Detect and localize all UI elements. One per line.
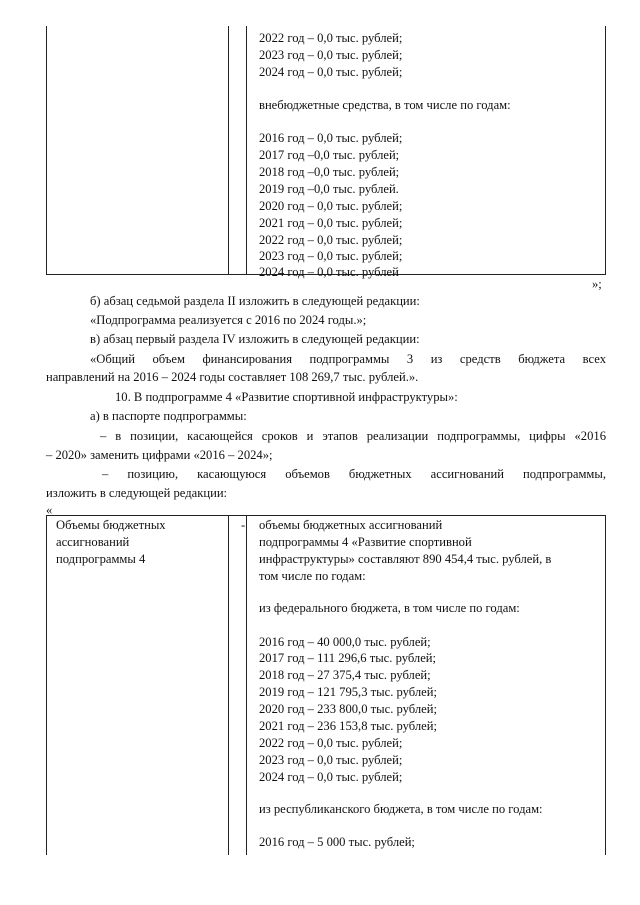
- closing-quote: »;: [592, 277, 602, 291]
- table2-federal-line: 2019 год – 121 795,3 тыс. рублей;: [259, 685, 437, 699]
- table2-federal-heading: из федерального бюджета, в том числе по годам:: [259, 601, 520, 615]
- paragraph-position-2-line-1: – позицию, касающуюся объемов бюджетных ассигнований подпрограммы,: [102, 467, 606, 481]
- table1-line: 2022 год – 0,0 тыс. рублей;: [259, 233, 403, 247]
- table1-line: 2018 год –0,0 тыс. рублей;: [259, 165, 400, 179]
- table1-line: 2017 год –0,0 тыс. рублей;: [259, 148, 400, 162]
- table2-dash: -: [241, 518, 246, 532]
- paragraph-a: а) в паспорте подпрограммы:: [90, 409, 247, 423]
- table2-intro-line: объемы бюджетных ассигнований: [259, 518, 443, 532]
- table-divider: [246, 516, 247, 855]
- paragraph-v-text-1: «Общий объем финансирования подпрограммы 3 из средств бюджета всех: [90, 352, 606, 366]
- paragraph-position-2-line-2: изложить в следующей редакции:: [46, 486, 228, 500]
- table2-federal-line: 2016 год – 40 000,0 тыс. рублей;: [259, 635, 431, 649]
- table2-intro-line: инфраструктуры» составляют 890 454,4 тыс. рублей, в: [259, 552, 552, 566]
- table2-federal-line: 2023 год – 0,0 тыс. рублей;: [259, 753, 403, 767]
- table1-line: 2023 год – 0,0 тыс. рублей;: [259, 48, 403, 62]
- paragraph-b-text: «Подпрограмма реализуется с 2016 по 2024 годы.»;: [90, 313, 367, 327]
- table2-republic-heading: из республиканского бюджета, в том числе по годам:: [259, 802, 543, 816]
- paragraph-v: в) абзац первый раздела IV изложить в следующей редакции:: [90, 332, 420, 346]
- table1-line: 2022 год – 0,0 тыс. рублей;: [259, 31, 403, 45]
- table2-left-label: подпрограммы 4: [56, 552, 146, 566]
- table1-line: 2021 год – 0,0 тыс. рублей;: [259, 216, 403, 230]
- paragraph-position-1-line-2: – 2020» заменить цифрами «2016 – 2024»;: [46, 448, 273, 462]
- table2-federal-line: 2022 год – 0,0 тыс. рублей;: [259, 736, 403, 750]
- table2-federal-line: 2024 год – 0,0 тыс. рублей;: [259, 770, 403, 784]
- table1-line: 2020 год – 0,0 тыс. рублей;: [259, 199, 403, 213]
- paragraph-position-1-line-1: – в позиции, касающейся сроков и этапов реализации подпрограммы, цифры «2016: [100, 429, 606, 443]
- table1-extra-heading: внебюджетные средства, в том числе по годам:: [259, 98, 511, 112]
- table2-federal-line: 2018 год – 27 375,4 тыс. рублей;: [259, 668, 431, 682]
- table2-left-label: ассигнований: [56, 535, 130, 549]
- table-divider: [246, 26, 247, 274]
- opening-quote: «: [46, 503, 53, 517]
- table2-federal-line: 2017 год – 111 296,6 тыс. рублей;: [259, 651, 437, 665]
- table2-republic-line: 2016 год – 5 000 тыс. рублей;: [259, 835, 415, 849]
- table2-federal-line: 2020 год – 233 800,0 тыс. рублей;: [259, 702, 437, 716]
- paragraph-b: б) абзац седьмой раздела II изложить в следующей редакции:: [90, 294, 420, 308]
- table-divider: [228, 516, 229, 855]
- table-divider: [228, 26, 229, 274]
- table2-intro-line: том числе по годам:: [259, 569, 366, 583]
- table1-line: 2019 год –0,0 тыс. рублей.: [259, 182, 399, 196]
- paragraph-v-text-2: направлений на 2016 – 2024 годы составляет 108 269,7 тыс. рублей.».: [46, 370, 419, 384]
- table2-federal-line: 2021 год – 236 153,8 тыс. рублей;: [259, 719, 437, 733]
- table1-line: 2016 год – 0,0 тыс. рублей;: [259, 131, 403, 145]
- table2-left-label: Объемы бюджетных: [56, 518, 166, 532]
- paragraph-10: 10. В подпрограмме 4 «Развитие спортивной инфраструктуры»:: [115, 390, 458, 404]
- table2-intro-line: подпрограммы 4 «Развитие спортивной: [259, 535, 472, 549]
- table1-line: 2024 год – 0,0 тыс. рублей: [259, 265, 399, 279]
- table1-line: 2024 год – 0,0 тыс. рублей;: [259, 65, 403, 79]
- table1-line: 2023 год – 0,0 тыс. рублей;: [259, 249, 403, 263]
